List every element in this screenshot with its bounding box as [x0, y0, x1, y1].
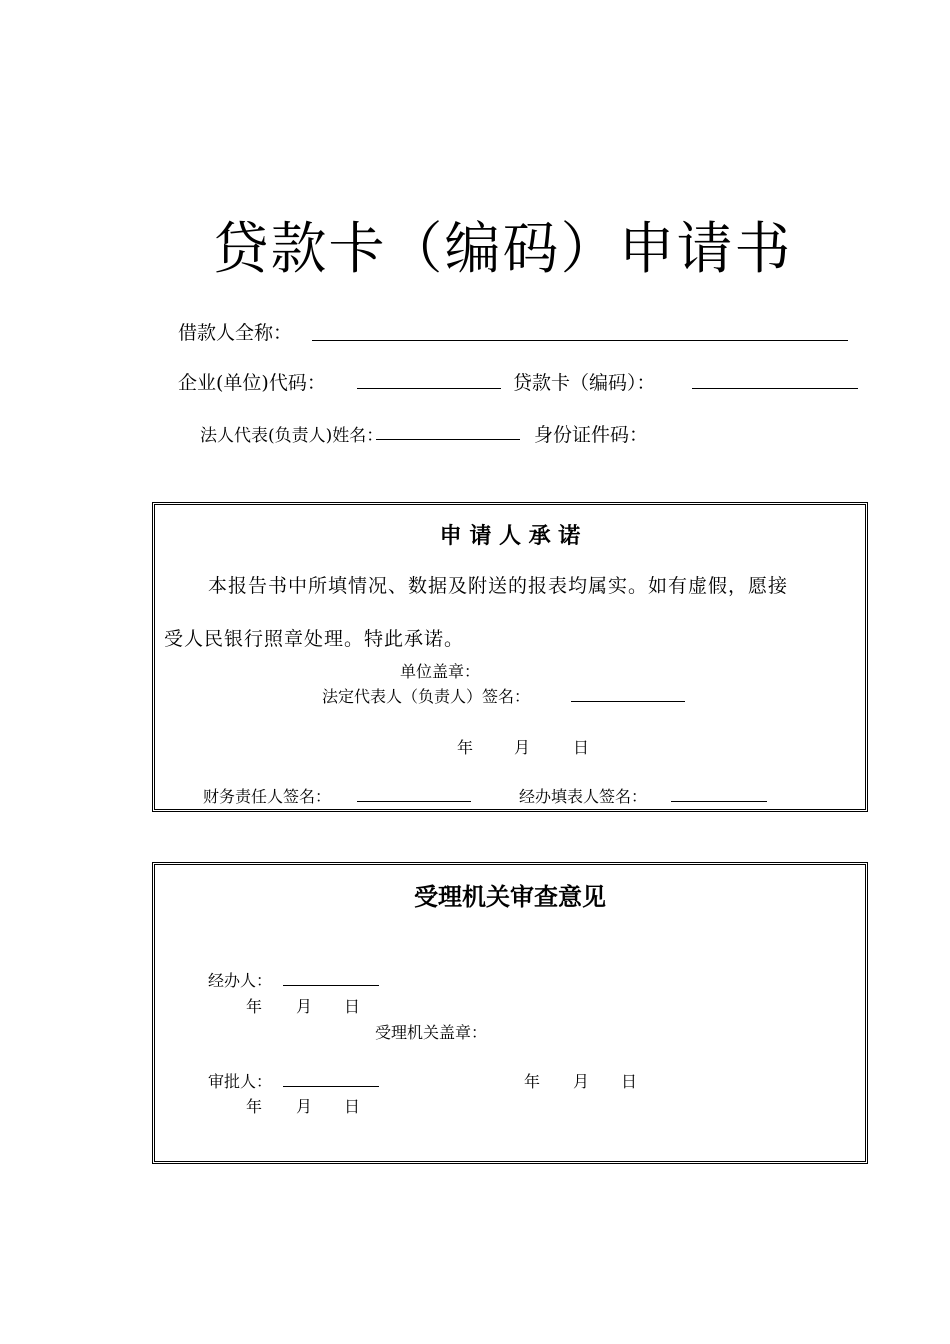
legal-sign-field[interactable] [571, 701, 685, 702]
review-box [152, 862, 868, 1164]
finance-sign-field[interactable] [357, 801, 471, 802]
pledge-date-month: 月 [514, 738, 531, 757]
legal-rep-field[interactable] [376, 439, 520, 440]
approver-date-month: 月 [296, 1097, 313, 1116]
legal-sign-label: 法定代表人（负责人）签名： [322, 687, 531, 706]
seal-date-year: 年 [524, 1072, 541, 1091]
org-code-label: 企业(单位)代码： [178, 372, 326, 394]
pledge-text-line1: 本报告书中所填情况、数据及附送的报表均属实。如有虚假，愿接 [208, 575, 789, 597]
handler-label: 经办人： [208, 971, 273, 990]
handler-field[interactable] [283, 985, 379, 986]
unit-seal-label: 单位盖章： [400, 662, 481, 681]
seal-date-day: 日 [621, 1072, 638, 1091]
filler-sign-label: 经办填表人签名： [519, 787, 648, 806]
org-code-field[interactable] [357, 388, 501, 389]
borrower-name-label: 借款人全称： [178, 322, 293, 344]
handler-date-day: 日 [344, 997, 361, 1016]
review-title: 受理机关审查意见 [414, 883, 606, 911]
review-seal-label: 受理机关盖章： [375, 1023, 488, 1042]
pledge-date-year: 年 [457, 738, 474, 757]
finance-sign-label: 财务责任人签名： [203, 787, 332, 806]
approver-date-day: 日 [344, 1097, 361, 1116]
legal-rep-label: 法人代表(负责人)姓名： [200, 426, 384, 446]
id-number-label: 身份证件码： [534, 424, 649, 446]
approver-field[interactable] [283, 1086, 379, 1087]
seal-date-month: 月 [573, 1072, 590, 1091]
pledge-text-line2: 受人民银行照章处理。特此承诺。 [164, 628, 465, 650]
pledge-date-day: 日 [573, 738, 590, 757]
pledge-box [152, 502, 868, 812]
approver-date-year: 年 [246, 1097, 263, 1116]
filler-sign-field[interactable] [671, 801, 767, 802]
handler-date-month: 月 [296, 997, 313, 1016]
handler-date-year: 年 [246, 997, 263, 1016]
pledge-title: 申 请 人 承 诺 [439, 524, 581, 549]
loan-card-label: 贷款卡（编码）： [513, 372, 656, 394]
page-title: 贷款卡（编码）申请书 [212, 217, 793, 282]
borrower-name-field[interactable] [312, 340, 848, 341]
approver-label: 审批人： [208, 1072, 273, 1091]
loan-card-field[interactable] [692, 388, 858, 389]
